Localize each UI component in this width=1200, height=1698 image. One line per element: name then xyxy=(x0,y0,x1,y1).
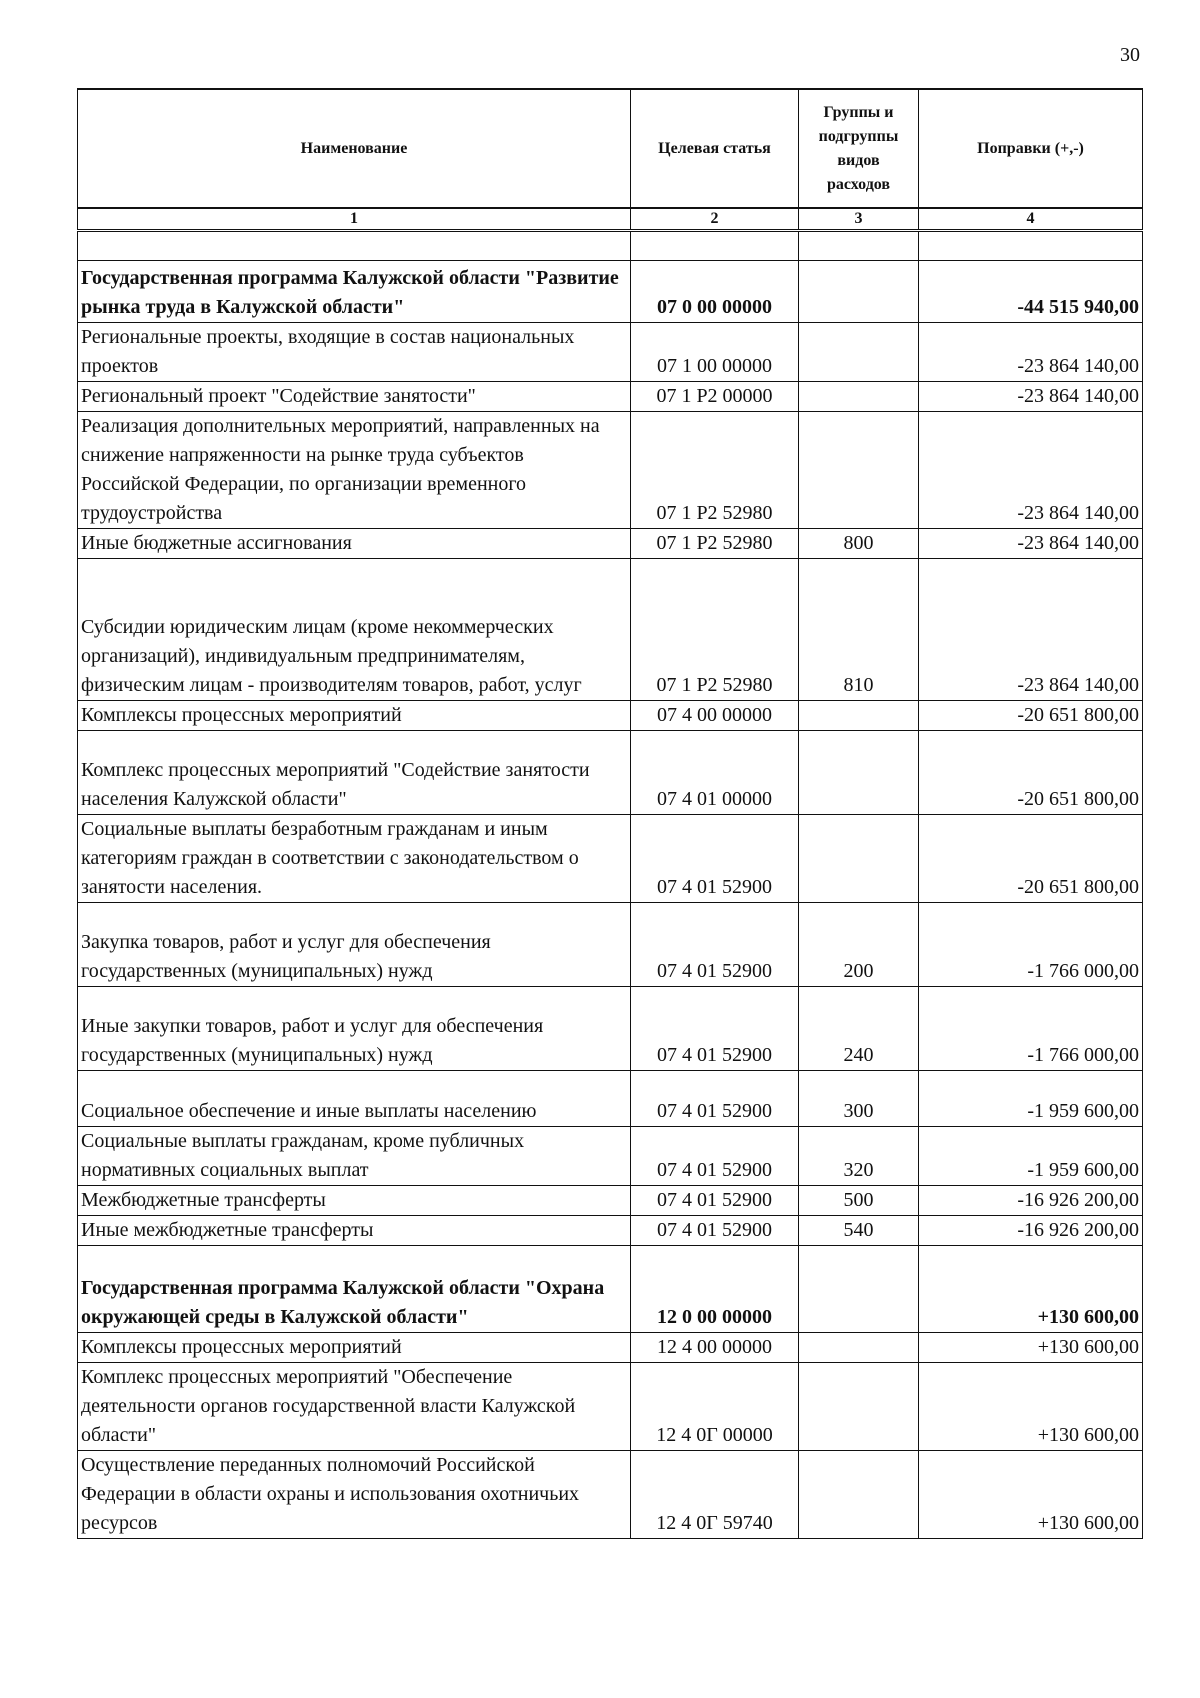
row-target-article: 12 0 00 00000 xyxy=(631,1246,799,1333)
row-expense-group xyxy=(799,382,919,412)
table-row xyxy=(78,382,1143,412)
column-number: 4 xyxy=(919,208,1143,231)
row-target-article: 07 4 01 52900 xyxy=(631,903,799,987)
row-amendment-amount: -23 864 140,00 xyxy=(919,559,1143,701)
column-number: 1 xyxy=(78,208,631,231)
column-number-row xyxy=(78,208,1143,231)
row-expense-group: 810 xyxy=(799,559,919,701)
row-name: Иные бюджетные ассигнования xyxy=(78,529,631,559)
row-name: Иные закупки товаров, работ и услуг для обеспечения государственных (муниципальных) нужд xyxy=(78,987,631,1071)
table-row xyxy=(78,261,1143,323)
row-expense-group xyxy=(799,701,919,731)
spacer-cell xyxy=(919,231,1143,261)
row-expense-group: 800 xyxy=(799,529,919,559)
row-expense-group: 500 xyxy=(799,1186,919,1216)
row-name: Комплексы процессных мероприятий xyxy=(78,701,631,731)
row-amendment-amount: -20 651 800,00 xyxy=(919,815,1143,903)
row-target-article: 07 1 Р2 52980 xyxy=(631,529,799,559)
row-expense-group xyxy=(799,731,919,815)
table-row xyxy=(78,1127,1143,1186)
row-amendment-amount: -23 864 140,00 xyxy=(919,323,1143,382)
budget-amendments-table xyxy=(77,88,1143,1539)
row-amendment-amount: -16 926 200,00 xyxy=(919,1186,1143,1216)
column-number: 3 xyxy=(799,208,919,231)
table-row xyxy=(78,559,1143,701)
row-amendment-amount: +130 600,00 xyxy=(919,1333,1143,1363)
header-name: Наименование xyxy=(78,89,631,208)
spacer-cell xyxy=(631,231,799,261)
row-amendment-amount: +130 600,00 xyxy=(919,1363,1143,1451)
column-number: 2 xyxy=(631,208,799,231)
table-row xyxy=(78,1363,1143,1451)
table-row xyxy=(78,815,1143,903)
row-expense-group xyxy=(799,1333,919,1363)
row-name: Реализация дополнительных мероприятий, направленных на снижение напряженности на рынке труда субъектов Российской Федерации, по организации временного трудоустройства xyxy=(78,412,631,529)
row-expense-group xyxy=(799,815,919,903)
table-row xyxy=(78,701,1143,731)
row-expense-group: 200 xyxy=(799,903,919,987)
spacer-cell xyxy=(799,231,919,261)
row-name: Субсидии юридическим лицам (кроме некоммерческих организаций), индивидуальным предпринимателям, физическим лицам - производителям товаров, работ, услуг xyxy=(78,559,631,701)
row-amendment-amount: -23 864 140,00 xyxy=(919,529,1143,559)
row-expense-group xyxy=(799,1363,919,1451)
row-name: Иные межбюджетные трансферты xyxy=(78,1216,631,1246)
row-amendment-amount: -20 651 800,00 xyxy=(919,731,1143,815)
header-amendments: Поправки (+,-) xyxy=(919,89,1143,208)
row-amendment-amount: +130 600,00 xyxy=(919,1451,1143,1539)
row-name: Государственная программа Калужской области "Развитие рынка труда в Калужской области" xyxy=(78,261,631,323)
row-expense-group xyxy=(799,261,919,323)
row-name: Осуществление переданных полномочий Российской Федерации в области охраны и использования охотничьих ресурсов xyxy=(78,1451,631,1539)
row-expense-group xyxy=(799,1246,919,1333)
row-name: Комплексы процессных мероприятий xyxy=(78,1333,631,1363)
row-name: Социальные выплаты безработным гражданам и иным категориям граждан в соответствии с законодательством о занятости населения. xyxy=(78,815,631,903)
table-row xyxy=(78,1333,1143,1363)
row-amendment-amount: -1 766 000,00 xyxy=(919,987,1143,1071)
row-name: Социальные выплаты гражданам, кроме публичных нормативных социальных выплат xyxy=(78,1127,631,1186)
row-target-article: 07 4 01 52900 xyxy=(631,1127,799,1186)
row-expense-group xyxy=(799,323,919,382)
row-target-article: 07 4 00 00000 xyxy=(631,701,799,731)
row-target-article: 07 4 01 52900 xyxy=(631,1071,799,1127)
row-target-article: 12 4 00 00000 xyxy=(631,1333,799,1363)
row-expense-group: 540 xyxy=(799,1216,919,1246)
spacer-cell xyxy=(78,231,631,261)
table-row xyxy=(78,1246,1143,1333)
row-target-article: 12 4 0Г 59740 xyxy=(631,1451,799,1539)
row-amendment-amount: -16 926 200,00 xyxy=(919,1216,1143,1246)
table-body xyxy=(78,261,1143,1539)
row-amendment-amount: -1 766 000,00 xyxy=(919,903,1143,987)
row-amendment-amount: -1 959 600,00 xyxy=(919,1071,1143,1127)
row-name: Социальное обеспечение и иные выплаты населению xyxy=(78,1071,631,1127)
table-row xyxy=(78,987,1143,1071)
header-target-article: Целевая статья xyxy=(631,89,799,208)
row-expense-group: 240 xyxy=(799,987,919,1071)
row-amendment-amount: -20 651 800,00 xyxy=(919,701,1143,731)
page-number: 30 xyxy=(1120,44,1140,66)
row-expense-group xyxy=(799,1451,919,1539)
table-row xyxy=(78,323,1143,382)
row-amendment-amount: -23 864 140,00 xyxy=(919,382,1143,412)
row-name: Комплекс процессных мероприятий "Обеспечение деятельности органов государственной власти Калужской области" xyxy=(78,1363,631,1451)
row-target-article: 07 4 01 00000 xyxy=(631,731,799,815)
row-name: Комплекс процессных мероприятий "Содействие занятости населения Калужской области" xyxy=(78,731,631,815)
row-target-article: 07 1 Р2 52980 xyxy=(631,559,799,701)
row-name: Региональные проекты, входящие в состав национальных проектов xyxy=(78,323,631,382)
row-amendment-amount: -1 959 600,00 xyxy=(919,1127,1143,1186)
header-row xyxy=(78,89,1143,208)
table-row xyxy=(78,731,1143,815)
row-target-article: 07 4 01 52900 xyxy=(631,1186,799,1216)
row-target-article: 07 1 00 00000 xyxy=(631,323,799,382)
table-row xyxy=(78,1216,1143,1246)
header-expense-groups: Группы и подгруппы видов расходов xyxy=(799,89,919,208)
row-amendment-amount: +130 600,00 xyxy=(919,1246,1143,1333)
row-amendment-amount: -23 864 140,00 xyxy=(919,412,1143,529)
spacer-row xyxy=(78,231,1143,261)
row-name: Межбюджетные трансферты xyxy=(78,1186,631,1216)
row-target-article: 07 0 00 00000 xyxy=(631,261,799,323)
table-row xyxy=(78,412,1143,529)
row-target-article: 12 4 0Г 00000 xyxy=(631,1363,799,1451)
row-expense-group xyxy=(799,412,919,529)
table-row xyxy=(78,529,1143,559)
table-row xyxy=(78,1451,1143,1539)
row-name: Закупка товаров, работ и услуг для обеспечения государственных (муниципальных) нужд xyxy=(78,903,631,987)
row-expense-group: 320 xyxy=(799,1127,919,1186)
row-target-article: 07 1 Р2 52980 xyxy=(631,412,799,529)
table-row xyxy=(78,1186,1143,1216)
row-expense-group: 300 xyxy=(799,1071,919,1127)
row-target-article: 07 4 01 52900 xyxy=(631,815,799,903)
row-target-article: 07 4 01 52900 xyxy=(631,1216,799,1246)
row-name: Государственная программа Калужской области "Охрана окружающей среды в Калужской области" xyxy=(78,1246,631,1333)
row-target-article: 07 4 01 52900 xyxy=(631,987,799,1071)
row-target-article: 07 1 Р2 00000 xyxy=(631,382,799,412)
row-name: Региональный проект "Содействие занятости" xyxy=(78,382,631,412)
table-row xyxy=(78,1071,1143,1127)
row-amendment-amount: -44 515 940,00 xyxy=(919,261,1143,323)
table-row xyxy=(78,903,1143,987)
